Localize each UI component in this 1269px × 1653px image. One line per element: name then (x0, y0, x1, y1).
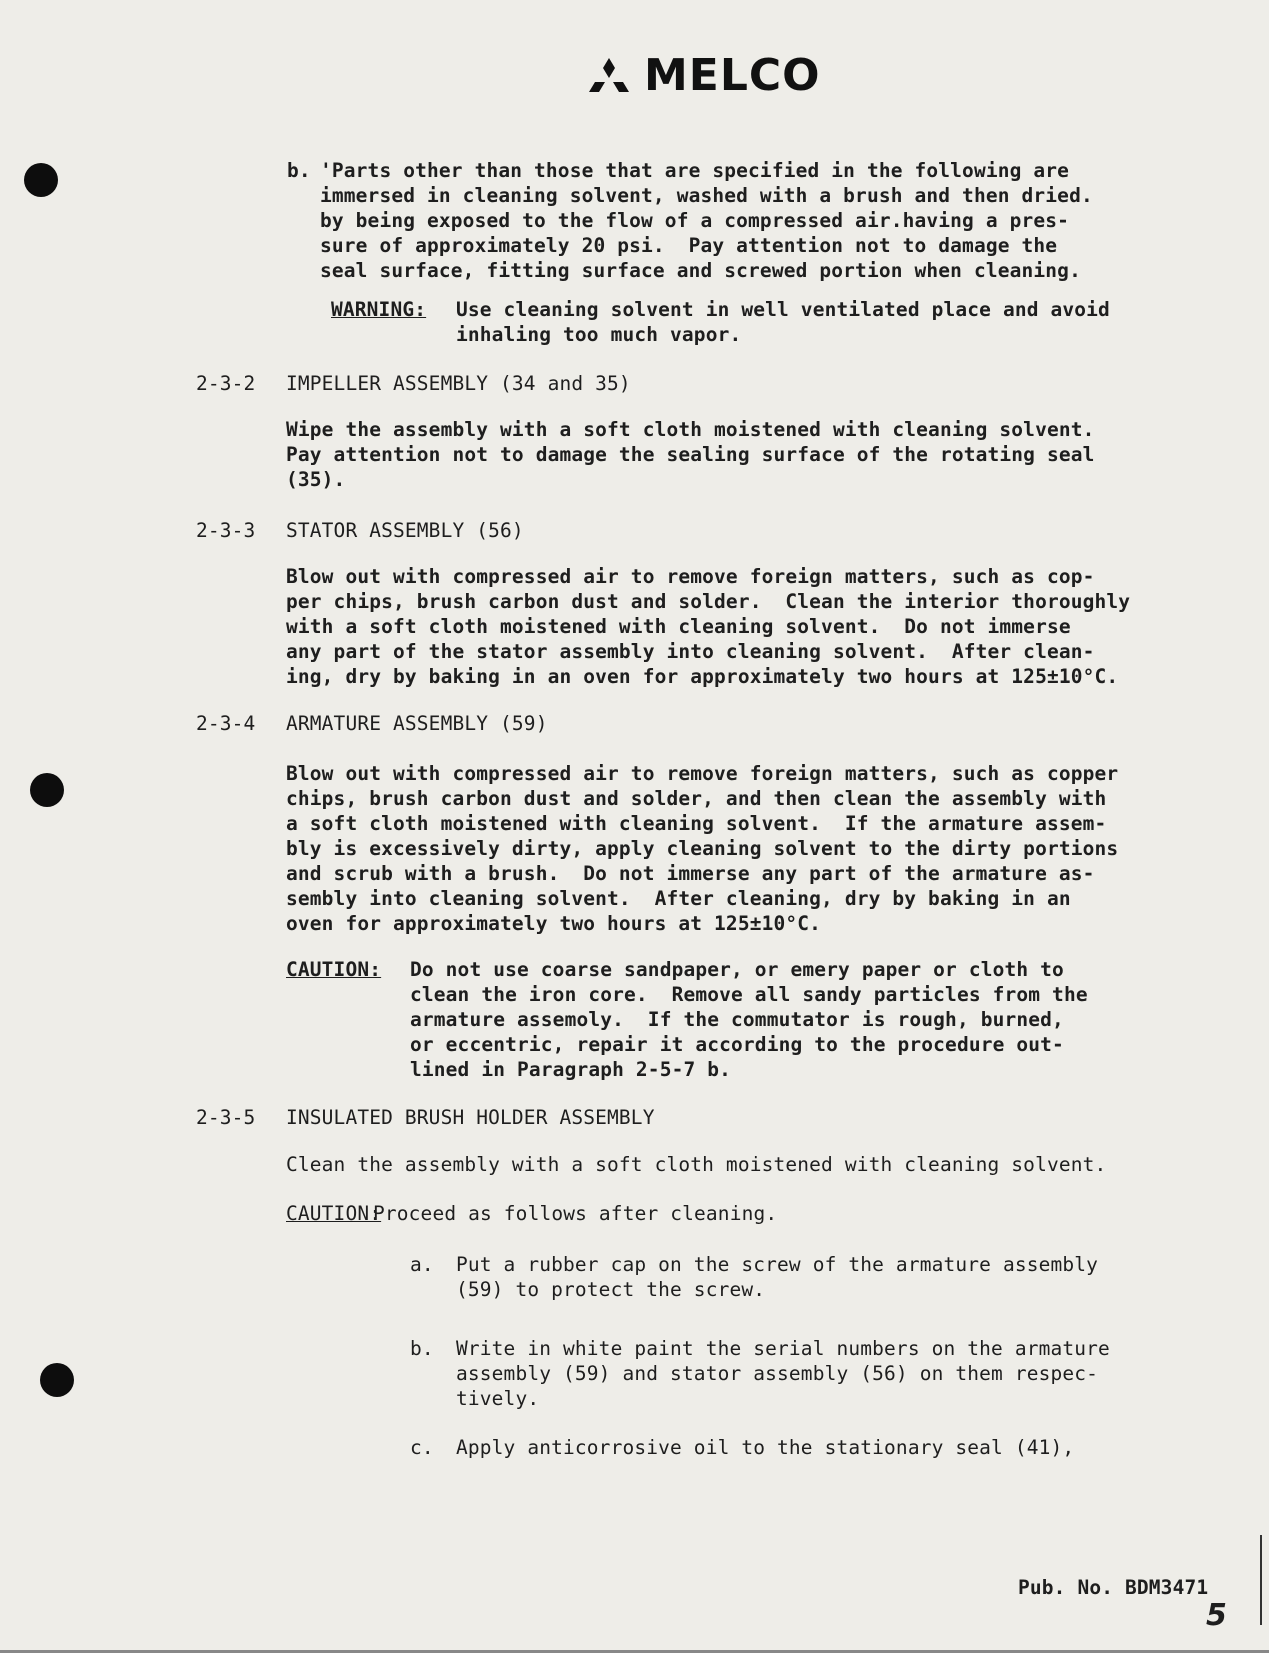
section-number: 2-3-3 (196, 519, 256, 542)
body-line: any part of the stator assembly into cleaning solvent. After clean- (286, 640, 1095, 663)
body-line: per chips, brush carbon dust and solder. Clean the interior thoroughly (286, 590, 1131, 613)
body-line: inhaling too much vapor. (456, 323, 742, 346)
body-line: assembly (59) and stator assembly (56) on them respec- (456, 1362, 1099, 1385)
punch-hole (30, 773, 64, 807)
melco-logo (588, 50, 821, 101)
body-line: lined in Paragraph 2-5-7 b. (410, 1058, 732, 1081)
caution-label: CAUTION: (286, 1202, 382, 1225)
body-line: sure of approximately 20 psi. Pay attention not to damage the (320, 234, 1058, 257)
body-line: clean the iron core. Remove all sandy particles from the (410, 983, 1088, 1006)
body-line: (59) to protect the screw. (456, 1278, 766, 1301)
step-label: b. (410, 1337, 434, 1360)
warning-label: WARNING: (331, 298, 427, 321)
section-number: 2-3-4 (196, 712, 256, 735)
punch-hole (24, 163, 58, 197)
body-line: Blow out with compressed air to remove foreign matters, such as cop- (286, 565, 1095, 588)
section-title: ARMATURE ASSEMBLY (59) (286, 712, 548, 735)
section-number: 2-3-5 (196, 1106, 256, 1129)
body-line: bly is excessively dirty, apply cleaning solvent to the dirty portions (286, 837, 1119, 860)
section-number: 2-3-2 (196, 372, 256, 395)
body-line: chips, brush carbon dust and solder, and then clean the assembly with (286, 787, 1107, 810)
body-line: and scrub with a brush. Do not immerse any part of the armature as- (286, 862, 1095, 885)
body-line: tively. (456, 1387, 540, 1410)
body-line: a soft cloth moistened with cleaning solvent. If the armature assem- (286, 812, 1107, 835)
body-line: or eccentric, repair it according to the procedure out- (410, 1033, 1064, 1056)
body-line: with a soft cloth moistened with cleaning solvent. Do not immerse (286, 615, 1071, 638)
punch-hole (40, 1363, 74, 1397)
step-label: a. (410, 1253, 434, 1276)
body-line: by being exposed to the flow of a compressed air.having a pres- (320, 209, 1070, 232)
body-line: 'Parts other than those that are specified in the following are (320, 159, 1070, 182)
body-line: Clean the assembly with a soft cloth moistened with cleaning solvent. (286, 1153, 1107, 1176)
section-title: INSULATED BRUSH HOLDER ASSEMBLY (286, 1106, 655, 1129)
body-line: (35). (286, 468, 346, 491)
publication-number: Pub. No. BDM3471 (1018, 1576, 1209, 1599)
page-edge (1260, 1535, 1262, 1625)
body-line: Use cleaning solvent in well ventilated place and avoid (456, 298, 1110, 321)
page-number: 5 (1206, 1598, 1227, 1633)
body-line: Apply anticorrosive oil to the stationary seal (41), (456, 1436, 1075, 1459)
section-title: IMPELLER ASSEMBLY (34 and 35) (286, 372, 631, 395)
mitsubishi-diamonds-icon (588, 58, 630, 94)
section-title: STATOR ASSEMBLY (56) (286, 519, 524, 542)
step-label: c. (410, 1436, 434, 1459)
body-line: sembly into cleaning solvent. After cleaning, dry by baking in an (286, 887, 1071, 910)
body-line: Blow out with compressed air to remove foreign matters, such as copper (286, 762, 1119, 785)
body-line: seal surface, fitting surface and screwed portion when cleaning. (320, 259, 1081, 282)
body-line: Wipe the assembly with a soft cloth moistened with cleaning solvent. (286, 418, 1095, 441)
body-line: Do not use coarse sandpaper, or emery paper or cloth to (410, 958, 1064, 981)
logo-text: MELCO (644, 50, 821, 101)
caution-label: CAUTION: (286, 958, 382, 981)
body-line: armature assemoly. If the commutator is rough, burned, (410, 1008, 1064, 1031)
body-line: ing, dry by baking in an oven for approximately two hours at 125±10°C. (286, 665, 1119, 688)
list-label: b. (287, 159, 311, 182)
body-line: oven for approximately two hours at 125±10°C. (286, 912, 822, 935)
body-line: Put a rubber cap on the screw of the armature assembly (456, 1253, 1099, 1276)
body-line: Proceed as follows after cleaning. (373, 1202, 778, 1225)
body-line: Write in white paint the serial numbers on the armature (456, 1337, 1110, 1360)
body-line: immersed in cleaning solvent, washed with a brush and then dried. (320, 184, 1093, 207)
body-line: Pay attention not to damage the sealing surface of the rotating seal (286, 443, 1095, 466)
